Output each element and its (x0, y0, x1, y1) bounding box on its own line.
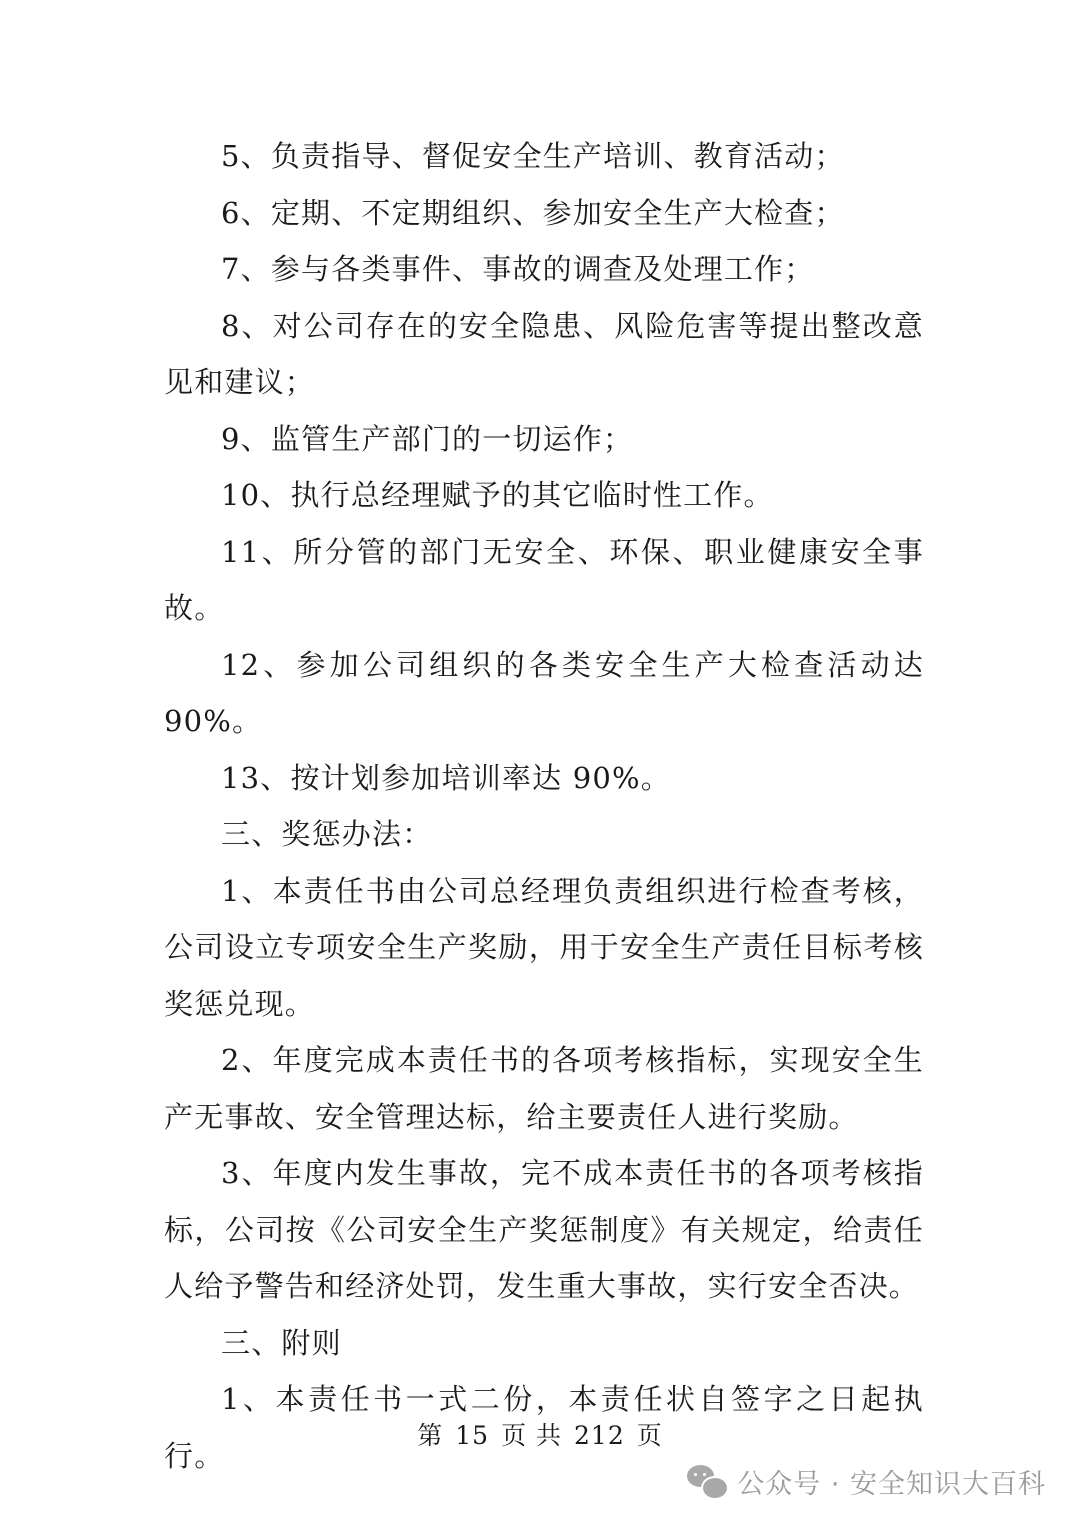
paragraph: 10、执行总经理赋予的其它临时性工作。 (221, 478, 774, 512)
paragraph: 12、参加公司组织的各类安全生产大检查活动达 90%。 (164, 647, 924, 738)
paragraph: 13、按计划参加培训率达 90%。 (221, 760, 671, 795)
page-number-footer (0, 1416, 1080, 1452)
paragraph: 7、参与各类事件、事故的调查及处理工作； (221, 252, 815, 286)
section-heading: 三、附则 (221, 1325, 342, 1360)
paragraph: 8、对公司存在的安全隐患、风险危害等提出整改意见和建议； (164, 308, 924, 399)
paragraph: 3、年度内发生事故，完不成本责任书的各项考核指标，公司按《公司安全生产奖惩制度》有关规定，给责任人给予警告和经济处罚，发生重大事故，实行安全否决。 (164, 1156, 924, 1303)
paragraph: 11、所分管的部门无安全、环保、职业健康安全事故。 (164, 534, 924, 625)
paragraph: 5、负责指导、督促安全生产培训、教育活动； (221, 139, 845, 173)
wechat-icon (687, 1465, 727, 1499)
paragraph: 2、年度完成本责任书的各项考核指标，实现安全生产无事故、安全管理达标，给主要责任人进行奖励。 (164, 1043, 924, 1134)
paragraph: 9、监管生产部门的一切运作； (221, 421, 634, 456)
paragraph: 6、定期、不定期组织、参加安全生产大检查； (221, 195, 845, 230)
paragraph: 1、本责任书由公司总经理负责组织进行检查考核，公司设立专项安全生产奖励，用于安全生产责任目标考核奖惩兑现。 (164, 873, 924, 1021)
wechat-watermark (687, 1462, 1046, 1501)
paragraph: 1、本责任书一式二份，本责任状自签字之日起执行。 (164, 1382, 924, 1473)
document-body (164, 128, 924, 1484)
page-number: 15 (455, 1421, 490, 1450)
page-prefix: 第 (417, 1421, 444, 1450)
page-mid: 页 共 (501, 1421, 563, 1450)
total-pages: 212 (574, 1421, 625, 1450)
watermark-text: 公众号 · 安全知识大百科 (737, 1469, 1046, 1500)
page-suffix: 页 (636, 1421, 663, 1450)
section-heading: 三、奖惩办法： (221, 817, 433, 851)
